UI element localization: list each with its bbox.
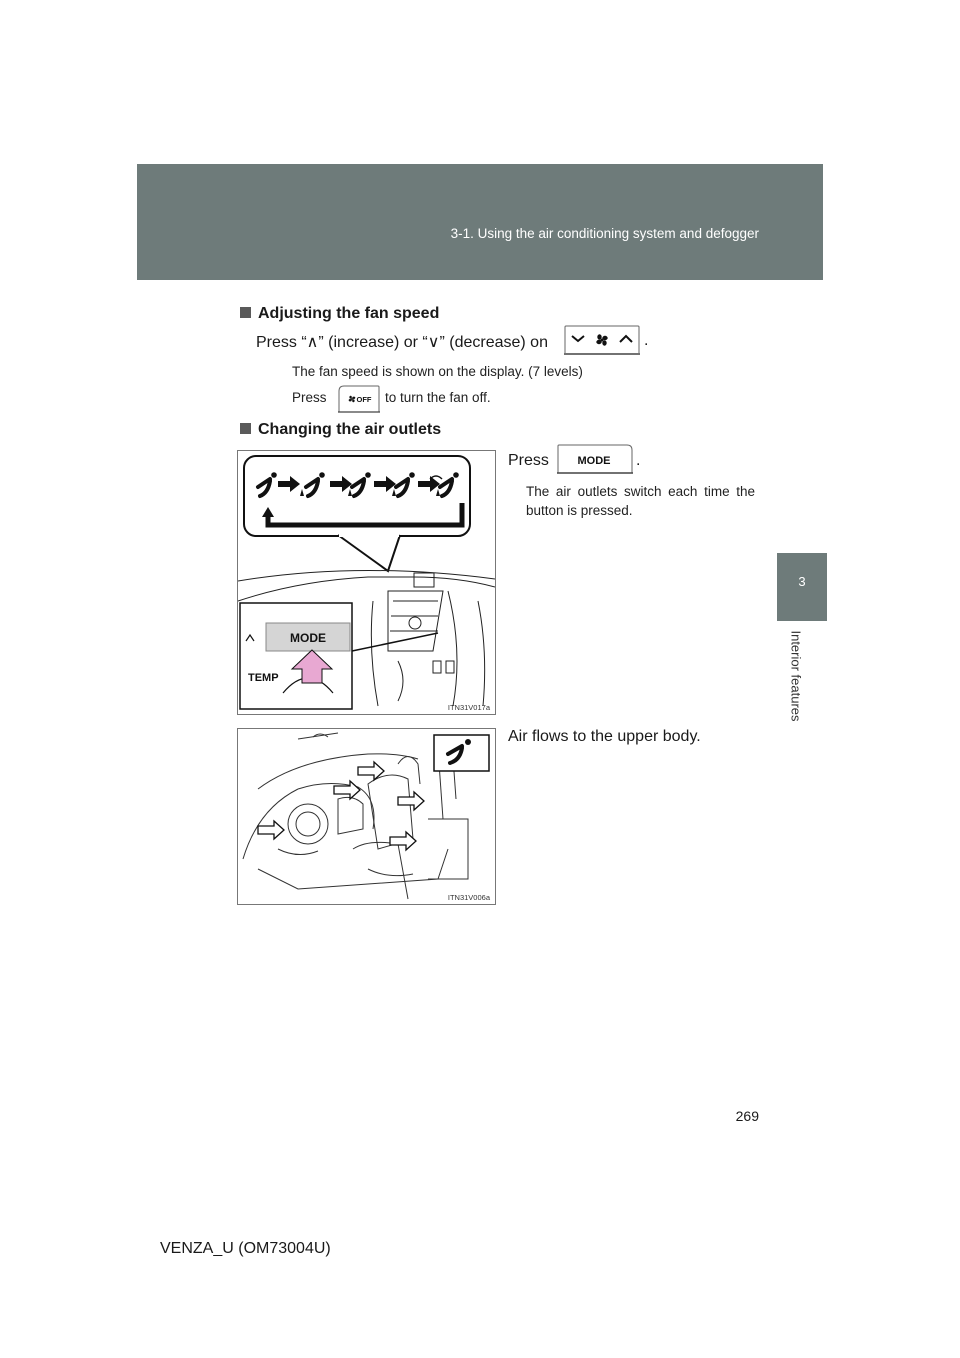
- fan-off-note-start: Press: [292, 390, 327, 405]
- header-band: [137, 164, 823, 280]
- upper-body-text: Air flows to the upper body.: [508, 728, 701, 745]
- mode-button-label: MODE: [577, 455, 611, 467]
- temp-label: TEMP: [248, 672, 279, 684]
- figure-caption: ITN31V006a: [447, 893, 490, 902]
- mode-figure: [237, 450, 496, 715]
- chapter-label: Interior features: [788, 630, 804, 722]
- section-title: 3-1. Using the air conditioning system and defogger: [450, 226, 759, 241]
- fan-off-note-end: to turn the fan off.: [385, 390, 491, 405]
- down-symbol: ∨: [427, 334, 440, 351]
- mode-label: MODE: [290, 631, 326, 645]
- mode-note: The air outlets switch each time the button is pressed.: [526, 484, 755, 518]
- fan-icon: [596, 334, 607, 345]
- instruction-part: Press “: [256, 334, 307, 351]
- figure-caption: ITN31V017a: [447, 703, 490, 712]
- period: .: [644, 332, 649, 349]
- fan-speed-heading-text: Adjusting the fan speed: [258, 305, 440, 322]
- chapter-number: 3: [798, 574, 806, 589]
- instruction-part: ” (increase) or “: [318, 334, 428, 351]
- upper-body-figure: [237, 728, 496, 905]
- fan-speed-heading: [240, 305, 439, 323]
- instruction-part: ” (decrease) on: [439, 334, 548, 351]
- fan-off-button: [338, 385, 380, 413]
- air-outlets-heading: [240, 421, 441, 439]
- press-label: Press: [508, 452, 549, 469]
- heading-square-icon: [240, 423, 251, 434]
- page-number: 269: [735, 1108, 759, 1124]
- fan-speed-instruction: [256, 332, 548, 352]
- off-label: OFF: [356, 395, 372, 404]
- fan-speed-note: The fan speed is shown on the display. (7 levels): [292, 364, 583, 379]
- period: .: [636, 452, 641, 469]
- up-symbol: ∧: [306, 334, 319, 351]
- document-id: VENZA_U (OM73004U): [160, 1240, 331, 1257]
- air-outlets-heading-text: Changing the air outlets: [258, 421, 442, 438]
- fan-icon: [349, 396, 356, 403]
- fan-speed-button: [564, 325, 640, 355]
- heading-square-icon: [240, 307, 251, 318]
- mode-button: [557, 444, 633, 474]
